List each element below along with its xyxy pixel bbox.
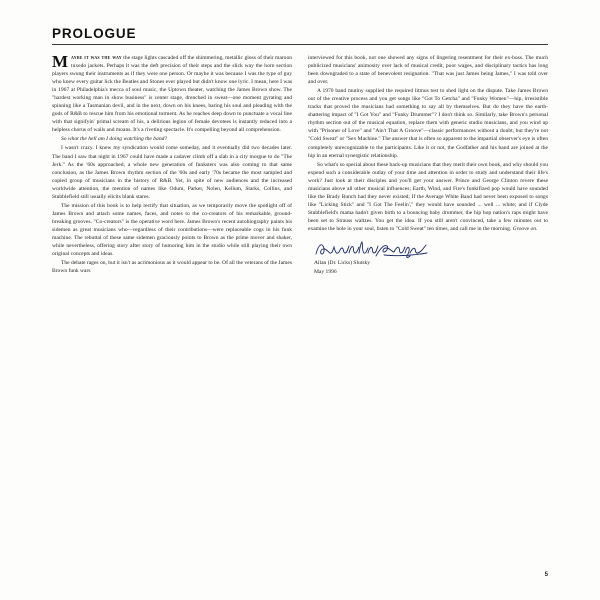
paragraph: [308, 161, 548, 233]
lead-small-caps: aybe it was the way: [71, 55, 122, 61]
two-column-body: [52, 54, 548, 277]
drop-cap: M: [52, 52, 69, 71]
page-header: [52, 26, 548, 45]
paragraph-italic-tail: Groove on.: [512, 225, 538, 232]
paragraph: The debate rages on, but it isn't as acrimonious as it would appear to be. Of all the veterans of the James Brown funk wars: [52, 260, 292, 275]
paragraph: interviewed for this book, not one showed any signs of lingering resentment for their ex-boss. The much publicized musicians' animosity over lack of musical credit, poor wages, and disciplinary tactics has long been downgraded to a state of benevolent resignation. "That was just James being James," I was told over and over.: [308, 55, 548, 86]
signoff-name: Allan (Dr. Licks) Slutsky: [314, 260, 371, 266]
title-divider: [52, 44, 548, 45]
paragraph: A 1970 band mutiny supplied the required litmus test to shed light on the dispute. Take James Brown out of the creative process and you get songs like "Got To Getcha" and "Funky Women"—hip, irresistible tracks that proved the musicians had something to say all by themselves. But do they have the earth-shattering impact of "I Got You" and "Funky Drummer"? I don't think so. Similarly, take Brown's personal rhythm section out of the musical equation, replace them with generic studio musicians, and you wind up with "Prisoner of Love" and "Ain't That A Groove"—classic performances without a doubt, but they're not "Cold Sweat" or "Sex Machine." The answer that is often so apparent to the impartial observer's eye is often completely unrecognizable to the participants. Like it or not, the Godfather and his band are joined at the hip in an eternal synergistic relationship.: [308, 88, 548, 159]
paragraph-text: So what's so special about these back-up musicians that they merit their own book, and why should you expend such a considerable outlay of your time and attention in order to study and understand their life's work? Just look at their disciples and you'll get your answer. Prince and George Clinton revere these musicians above all other musical influences; Earth, Wind, and Fire's funkifized pop would have sounded like the Brady Bunch had they never existed; If the Average White Band had never been exposed to songs like "Licking Stick" and "I Got The Feelin'," they would have sounded ... well ... white; and if Clyde Stubblefield's mama hadn't given birth to a bouncing baby drummer, the hip hop nation's raps might have been set to Strauss waltzes. You get the idea. If you still aren't convinced, take a few minutes out to examine the hole in your soul, listen to "Cold Sweat" ten times, and call me in the morning.: [308, 161, 548, 232]
paragraph-italic: So what the hell am I doing watching the band?: [61, 136, 168, 143]
paragraph-text: the stage lights cascaded off the shimmering, metallic gloss of their maroon tuxedo jackets. Perhaps it was the deft precision of their steps and the slick way the horn section players swung their instruments as if they were one person. Or maybe it was because I was the type of guy who knew every guitar lick the Beatles and Stones ever played but didn't know one lyric. I mean, here I was in 1967 at Philadelphia's mecca of soul music, the Uptown theater, watching the James Brown show. The "hardest working man in show business" is center stage, drenched in sweat—one moment gyrating and spinning like a Tasmanian devil, and in the next, down on his knees, baring his soul and pleading with the gods of R&B to rescue him from his emotional torment. As he reaches deep down to punctuate a vocal line with that signifyin' primal scream of his, a delirious legion of female devotees is instantly reduced into a helpless chorus of wails and moans. It's a riveting spectacle. It's compelling beyond all comprehension.: [52, 55, 293, 134]
right-column: [308, 54, 548, 277]
signoff-date: May 1996: [314, 269, 337, 276]
signature-image: [314, 240, 434, 259]
page-number: 5: [544, 572, 548, 578]
page-title: PROLOGUE: [52, 26, 137, 41]
left-column: [52, 54, 292, 276]
paragraph: The mission of this book is to help rectify that situation, as we temporarily move the spotlight off of James Brown and attach some names, faces, and notes to the co-creators of his remarkable, ground-breaking grooves. "Co-creators" is the operative word here. James Brown's recent autobiography paints his sidemen as great musicians who—regardless of their contributions—were replaceable cogs in his funk machine. The rebuttal of these same sidemen graciously points to Brown as the prime mover and shaker, while nevertheless, offering story after story of humoring him in the studio while still playing their own original concepts and ideas.: [52, 202, 292, 258]
paragraph: I wasn't crazy. I knew my syndication would come someday, and it eventually did two decades later. The band I saw that night in 1967 could have made a cadaver climb off a slab in a city morgue to do "The Jerk." As the '60s approached, a whole new generation of funksters was also coming to that same conclusion, as the James Brown rhythm section of the '60s and early '70s became the most sampled and copied group of musicians in the history of R&B. Yet, in spite of new audiences and the increased worldwide attention, the mention of names like Odum, Parker, Nolen, Kellum, Starks, Collins, and Stubblefield still usually elicits blank stares.: [52, 145, 292, 200]
paragraph: [52, 54, 292, 134]
